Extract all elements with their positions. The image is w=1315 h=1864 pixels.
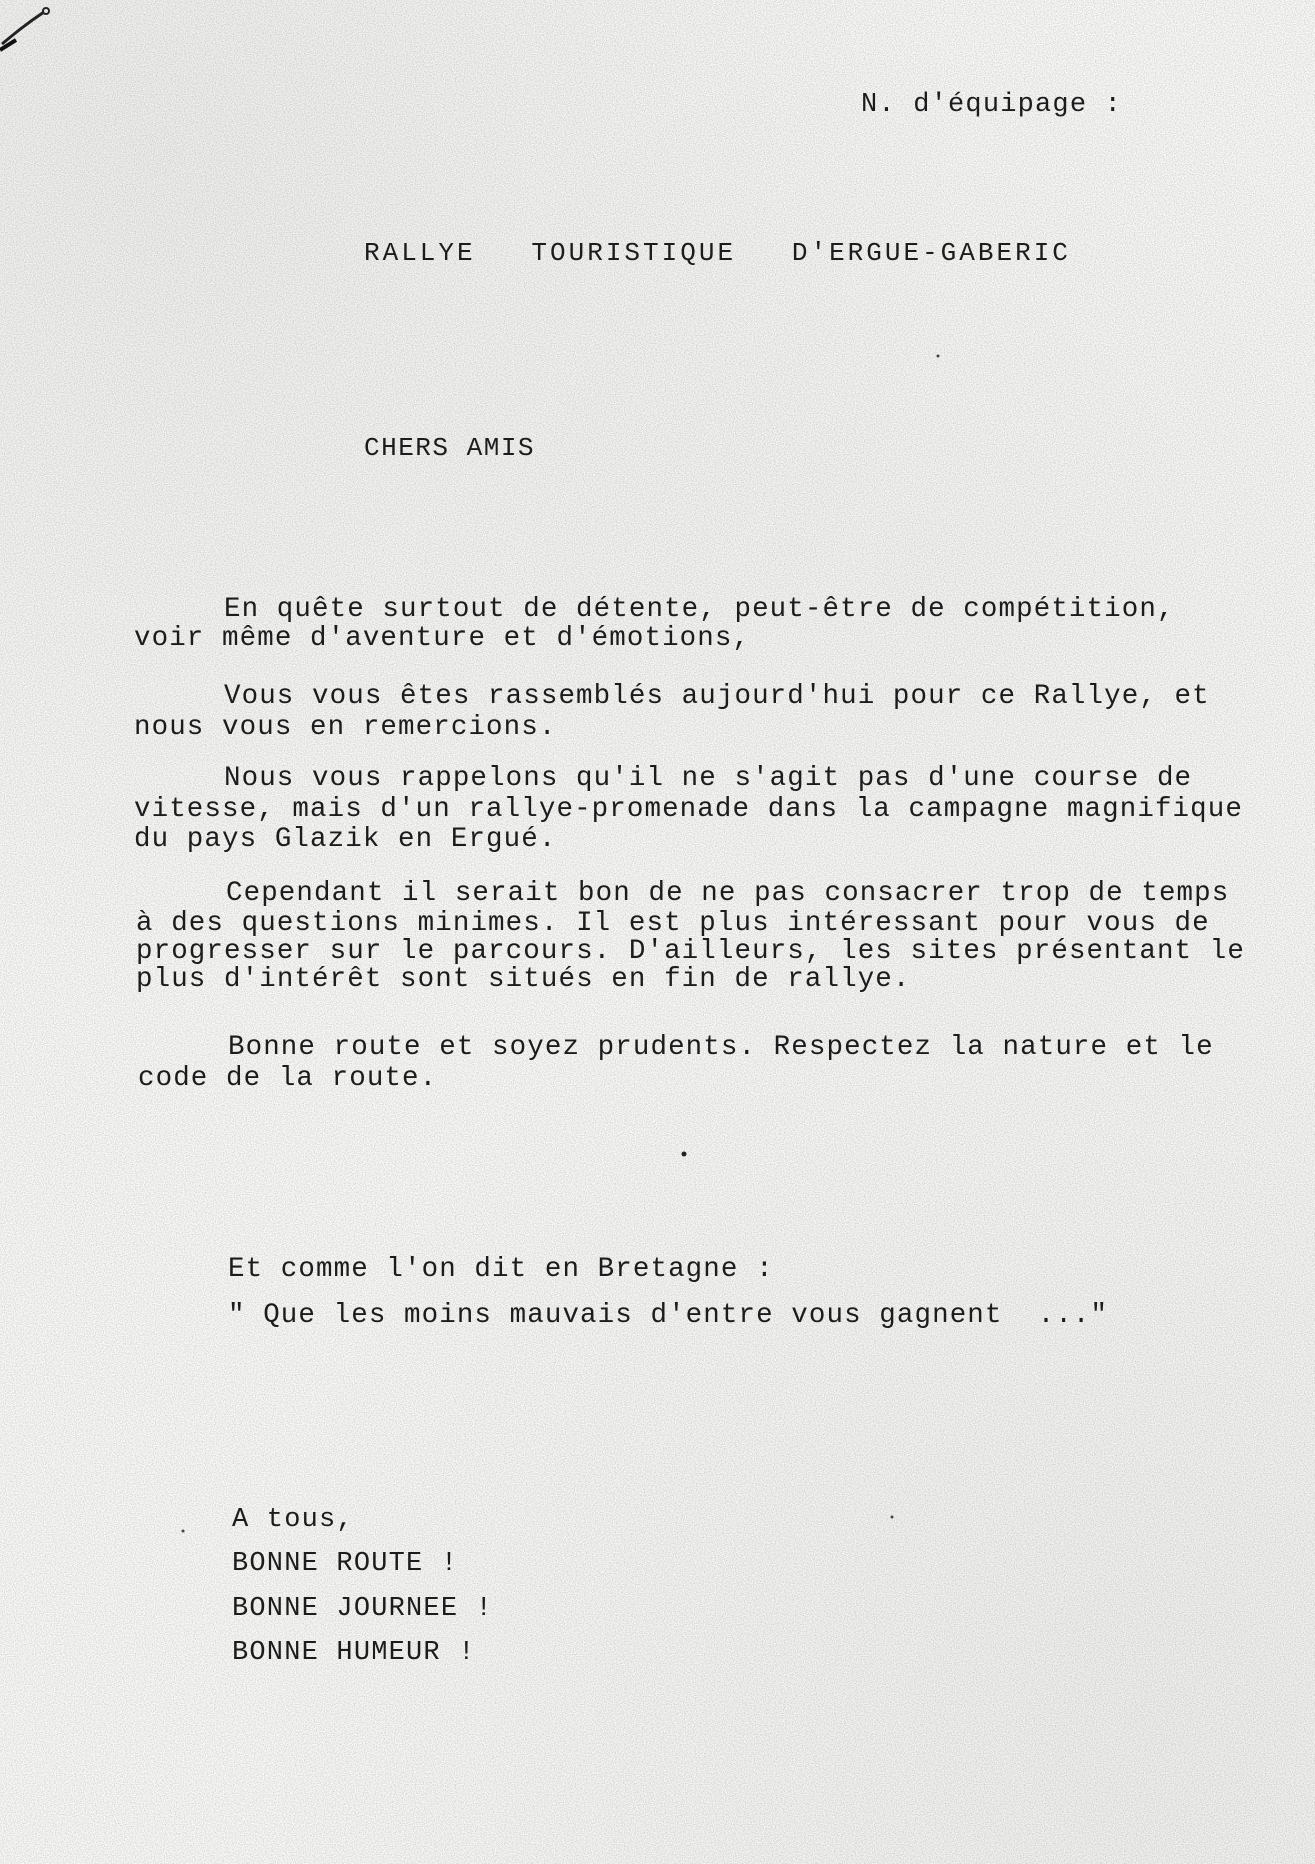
greeting: CHERS AMIS <box>364 433 536 463</box>
paragraph-line: voir même d'aventure et d'émotions, <box>134 623 751 654</box>
paragraph-line: progresser sur le parcours. D'ailleurs, les sites présentant le <box>136 936 1245 967</box>
signoff-line: BONNE JOURNEE ! <box>232 1594 494 1624</box>
signoff-to-all: A tous, <box>232 1505 354 1535</box>
paragraph-line: à des questions minimes. Il est plus intéressant pour vous de <box>136 908 1210 939</box>
paragraph-line: nous vous en remercions. <box>134 712 557 743</box>
paragraph-line: plus d'intérêt sont situés en fin de rallye. <box>136 964 911 995</box>
paragraph-line: Cependant il serait bon de ne pas consacrer trop de temps <box>226 878 1230 909</box>
paragraph-line: Bonne route et soyez prudents. Respectez la nature et le <box>228 1032 1214 1063</box>
paragraph-line: Nous vous rappelons qu'il ne s'agit pas d'une course de <box>224 763 1193 794</box>
paragraph-line: En quête surtout de détente, peut-être de compétition, <box>224 594 1175 625</box>
document-title: RALLYE TOURISTIQUE D'ERGUE-GABERIC <box>364 238 1071 268</box>
paragraph-line: du pays Glazik en Ergué. <box>134 824 557 855</box>
staple-mark <box>0 0 70 70</box>
signoff-line: BONNE HUMEUR ! <box>232 1638 476 1668</box>
closing-intro: Et comme l'on dit en Bretagne : <box>228 1254 774 1285</box>
closing-quote: " Que les moins mauvais d'entre vous gagnent ..." <box>228 1300 1109 1331</box>
signoff-line: BONNE ROUTE ! <box>232 1549 459 1579</box>
paragraph-line: vitesse, mais d'un rallye-promenade dans la campagne magnifique <box>134 794 1243 825</box>
paragraph-line: code de la route. <box>138 1063 438 1094</box>
crew-number-label: N. d'équipage : <box>861 90 1123 120</box>
paragraph-line: Vous vous êtes rassemblés aujourd'hui pour ce Rallye, et <box>224 681 1210 712</box>
